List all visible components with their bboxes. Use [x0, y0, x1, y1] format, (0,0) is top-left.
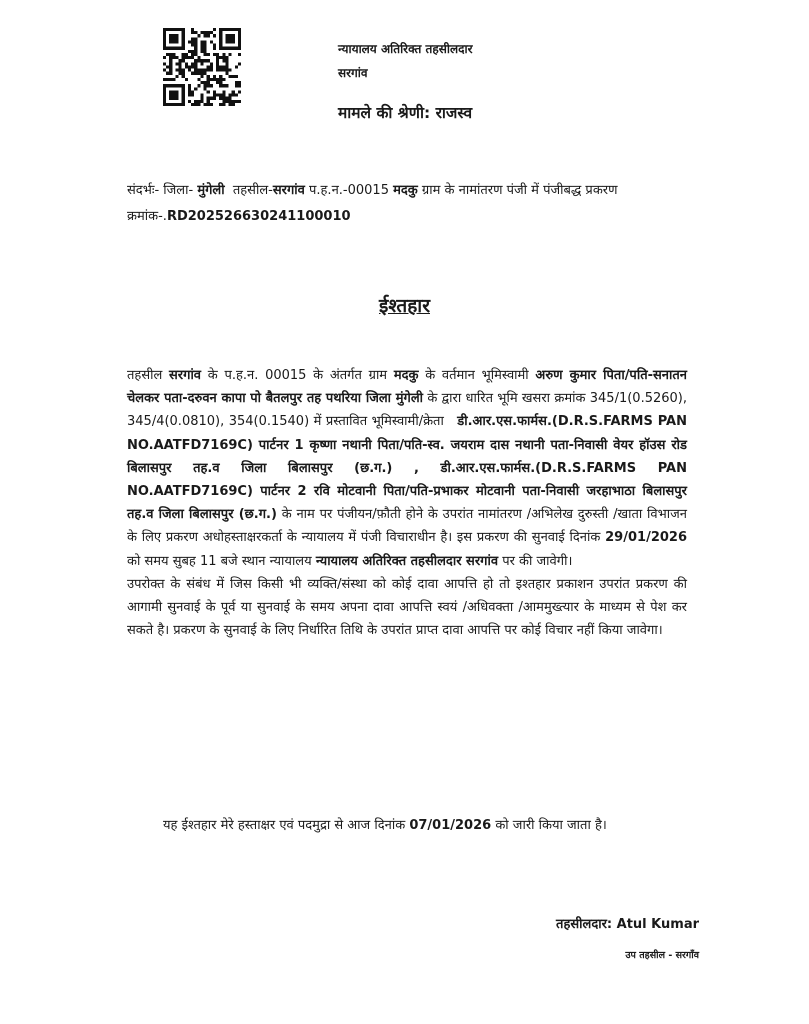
ref-tehsil-label: तहसील- [232, 183, 273, 198]
ref-district: मुंगेली [197, 183, 225, 198]
ref-village: मदकु [393, 183, 418, 198]
qr-code [163, 28, 241, 106]
category-label: मामले की श्रेणी: [338, 104, 431, 122]
ref-phn: प.ह.न.-00015 [309, 183, 389, 198]
signature-label: तहसीलदार: [556, 917, 613, 932]
qr-code-graphic [163, 28, 241, 106]
body-text: के नाम पर पंजीयन/फ़ौती होने के उपरांत नामांतरण /अभिलेख दुरुस्ती /खाता विभाजन के लिए प्रकरण अधोहस्ताक्षरकर्ता के न्यायालय में पंजी विचाराधीन है। इस प्रकरण की सुनवाई दिनांक [127, 507, 687, 546]
hearing-date: 29/01/2026 [605, 530, 687, 546]
hearing-venue: न्यायालय अतिरिक्त तहसीलदार सरगांव [315, 553, 499, 569]
notice-body [127, 364, 687, 642]
category-value: राजस्व [435, 104, 473, 122]
body-text: के वर्तमान भूमिस्वामी [425, 368, 529, 383]
signature [556, 914, 699, 932]
body-text: तहसील [127, 368, 163, 383]
ref-tehsil: सरगांव [272, 183, 305, 198]
reference-block [127, 178, 687, 230]
body-owner: अरुण कुमार पिता/पति-सनातन चेलकर पता-दरुवन कापा पो बैतलपुर तह पथरिया जिला मुंगेली [127, 368, 687, 407]
body-buyer: डी.आर.एस.फार्मस.(D.R.S.FARMS PAN NO.AATFD7169C) पार्टनर 1 कृष्णा नथानी पिता/पति-स्व. जयराम दास नथानी पता-निवासी वेयर हॉउस रोड बिलासपुर तह.व जिला बिलासपुर (छ.ग.) , डी.आर.एस.फार्मस.(D.R.S.FARMS PAN NO.AATFD7169C) पार्टनर 2 रवि मोटवानी पिता/पति-प्रभाकर मोटवानी पता-निवासी जरहाभाठा बिलासपुर तह.व जिला बिलासपुर (छ.ग.) [127, 414, 687, 523]
closing-text: यह ईश्तहार मेरे हस्ताक्षर एवं पदमुद्रा से आज दिनांक [163, 818, 406, 833]
ref-prefix: संदर्भः- जिला- [127, 183, 194, 198]
body-text: को समय सुबह 11 बजे स्थान न्यायालय [127, 553, 312, 569]
signature-name: Atul Kumar [616, 917, 699, 932]
case-category [338, 101, 472, 123]
issue-date: 07/01/2026 [409, 818, 492, 833]
signature-subtitle: उप तहसील - सरगाँव [625, 950, 699, 961]
closing-text: को जारी किया जाता है। [495, 818, 607, 833]
court-name: न्यायालय अतिरिक्त तहसीलदार [338, 42, 473, 56]
notice-paragraph-2: उपरोक्त के संबंध में जिस किसी भी व्यक्ति/संस्था को कोई दावा आपत्ति हो तो इश्तहार प्रकाशन उपरांत प्रकरण की आगामी सुनवाई के पूर्व या सुनवाई के समय अपना दावा आपत्ति स्वयं /अधिवक्ता /आममुख्त्यार के माध्यम से पेश कर सकते है। प्रकरण के सुनवाई के लिए निर्धारित तिथि के उपरांत प्राप्त दावा आपत्ति पर कोई विचार नहीं किया जावेगा। [127, 576, 687, 639]
body-village: मदकु [393, 368, 419, 383]
ref-line2: में पंजीबद्ध प्रकरण क्रमांक-. [127, 183, 618, 224]
page-title: ईश्तहार [378, 295, 430, 317]
body-text: के द्वारा धारित भूमि खसरा क्रमांक 345/1(0.5260), 345/4(0.0810), 354(0.1540) में प्रस्तावित भूमिस्वामी/क्रेता [127, 391, 687, 430]
ref-case-number: RD202526630241100010 [166, 209, 351, 224]
court-place: सरगांव [338, 66, 368, 80]
body-tehsil: सरगांव [169, 368, 202, 383]
ref-suffix: ग्राम के नामांतरण पंजी [421, 183, 528, 198]
body-text: पर की जावेगी। [502, 553, 573, 569]
notice-paragraph-1 [127, 364, 687, 573]
closing-statement [163, 814, 688, 838]
body-text: के प.ह.न. 00015 के अंतर्गत ग्राम [207, 368, 388, 383]
